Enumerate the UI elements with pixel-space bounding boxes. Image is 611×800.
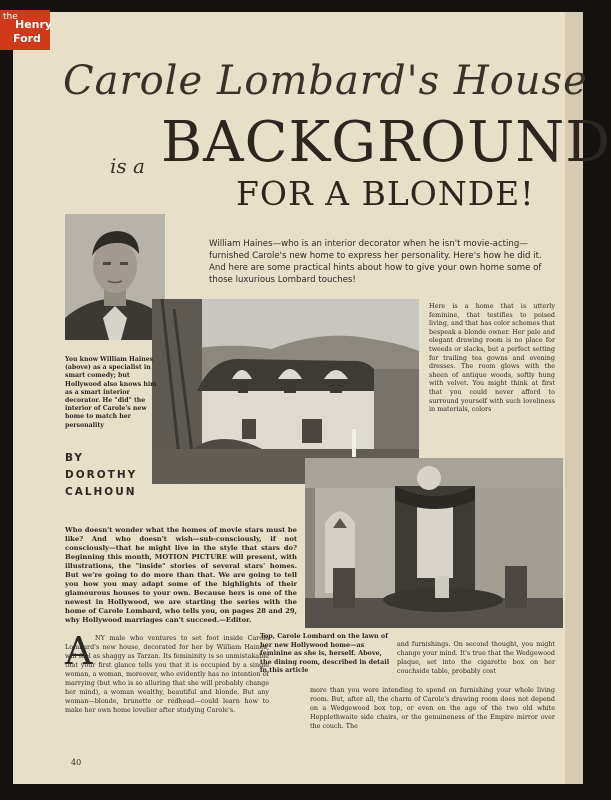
magazine-page	[13, 12, 611, 784]
logo-henry: Henry	[15, 18, 53, 31]
intro-deck: William Haines—who is an interior decorator when he isn't movie-acting—furnished Carole's new home to express her personality. Here's how he did it. And here are some practical hints about how to give your own home some of those luxurious Lombard touches!	[209, 239, 542, 285]
byline-by: BY	[65, 452, 85, 464]
lombard-house-photo	[152, 299, 419, 484]
logo-the: the	[3, 12, 18, 22]
byline	[65, 450, 137, 501]
logo-ford: Ford	[13, 32, 41, 45]
body-column-1-text: NY male who ventures to set foot inside Carole Lombard's new house, decorated for her by William Haines, will feel as shaggy as Tarzan. Its femininity is so unmistakable that your first glance tells you that it is occupied by a single woman, a woman, moreover, who evidently has no intention of marrying (but who is so alluring that she will probably change her mind), a woman wealthy, beautiful and blonde. But any woman—blonde, brunette or redhead—could learn how to make her own home lovelier after studying Carole's.	[65, 634, 269, 714]
title-for-a-blonde: FOR A BLONDE!	[236, 174, 535, 213]
body-column-1	[65, 629, 269, 715]
right-column-text: Here is a home that is utterly feminine, that testifies to poised living, and that has color schemes that bespeak a blonde owner. Her pale and elegant drawing room is no place for tweeds or slacks, but a perfect setting for trailing tea gowns and evening dresses. The room glows with the sheen of antique woods, softly hung with velvet. You might think at first that you could never afford to surround yourself with such loveliness in materials, colors	[429, 302, 555, 414]
portrait-caption: You know William Haines (above) as a specialist in smart comedy; but Hollywood also knows him as a smart interior decorator. He "did" the interior of Carole's new home to match her personality	[65, 356, 157, 429]
dining-room-photo	[305, 458, 563, 628]
page-number: 40	[71, 758, 82, 767]
title-line-1: Carole Lombard's House	[63, 58, 588, 104]
editor-lead: Who doesn't wonder what the homes of movie stars must be like? And who doesn't wish—sub-consciously, if not consciously—that he might live in the style that stars do? Beginning this month, MOTION PICTURE will present, with illustrations, the "inside" stories of several stars' homes. But we're going to do more than that. We are going to tell you how you may adapt some of the highlights of their glamourous houses to your own. Because hers is one of the newest in Hollywood, we are starting the series with the home of Carole Lombard, who tells you, on pages 28 and 29, why Hollywood marriages can't succeed.—Editor.	[65, 526, 297, 624]
drop-cap: A	[65, 629, 93, 673]
body-column-3: and furnishings. On second thought, you might change your mind. It's true that the Wedgewood plaque, set into the cigarette box on her couchside table, probably cost	[397, 640, 555, 675]
byline-last-name: CALHOUN	[65, 486, 137, 498]
william-haines-portrait	[65, 214, 165, 340]
byline-first-name: DOROTHY	[65, 469, 138, 481]
body-column-2-continued: more than you were intending to spend on furnishing your whole living room. But, after all, the charm of Carole's drawing room does not depend on a Wedgewood box top, or even on the age of the two old white Hepplethwaite side chairs, or the genuineness of the Empire mirror over the couch. The	[310, 686, 555, 730]
title-is-a: is a	[110, 154, 145, 178]
title-background: BACKGROUND	[161, 110, 611, 175]
photo-caption: Top, Carole Lombard on the lawn of her new Hollywood home—as feminine as she is, herself. Above, the dining room, described in detail in this article	[260, 632, 390, 675]
henry-ford-logo	[0, 10, 53, 50]
